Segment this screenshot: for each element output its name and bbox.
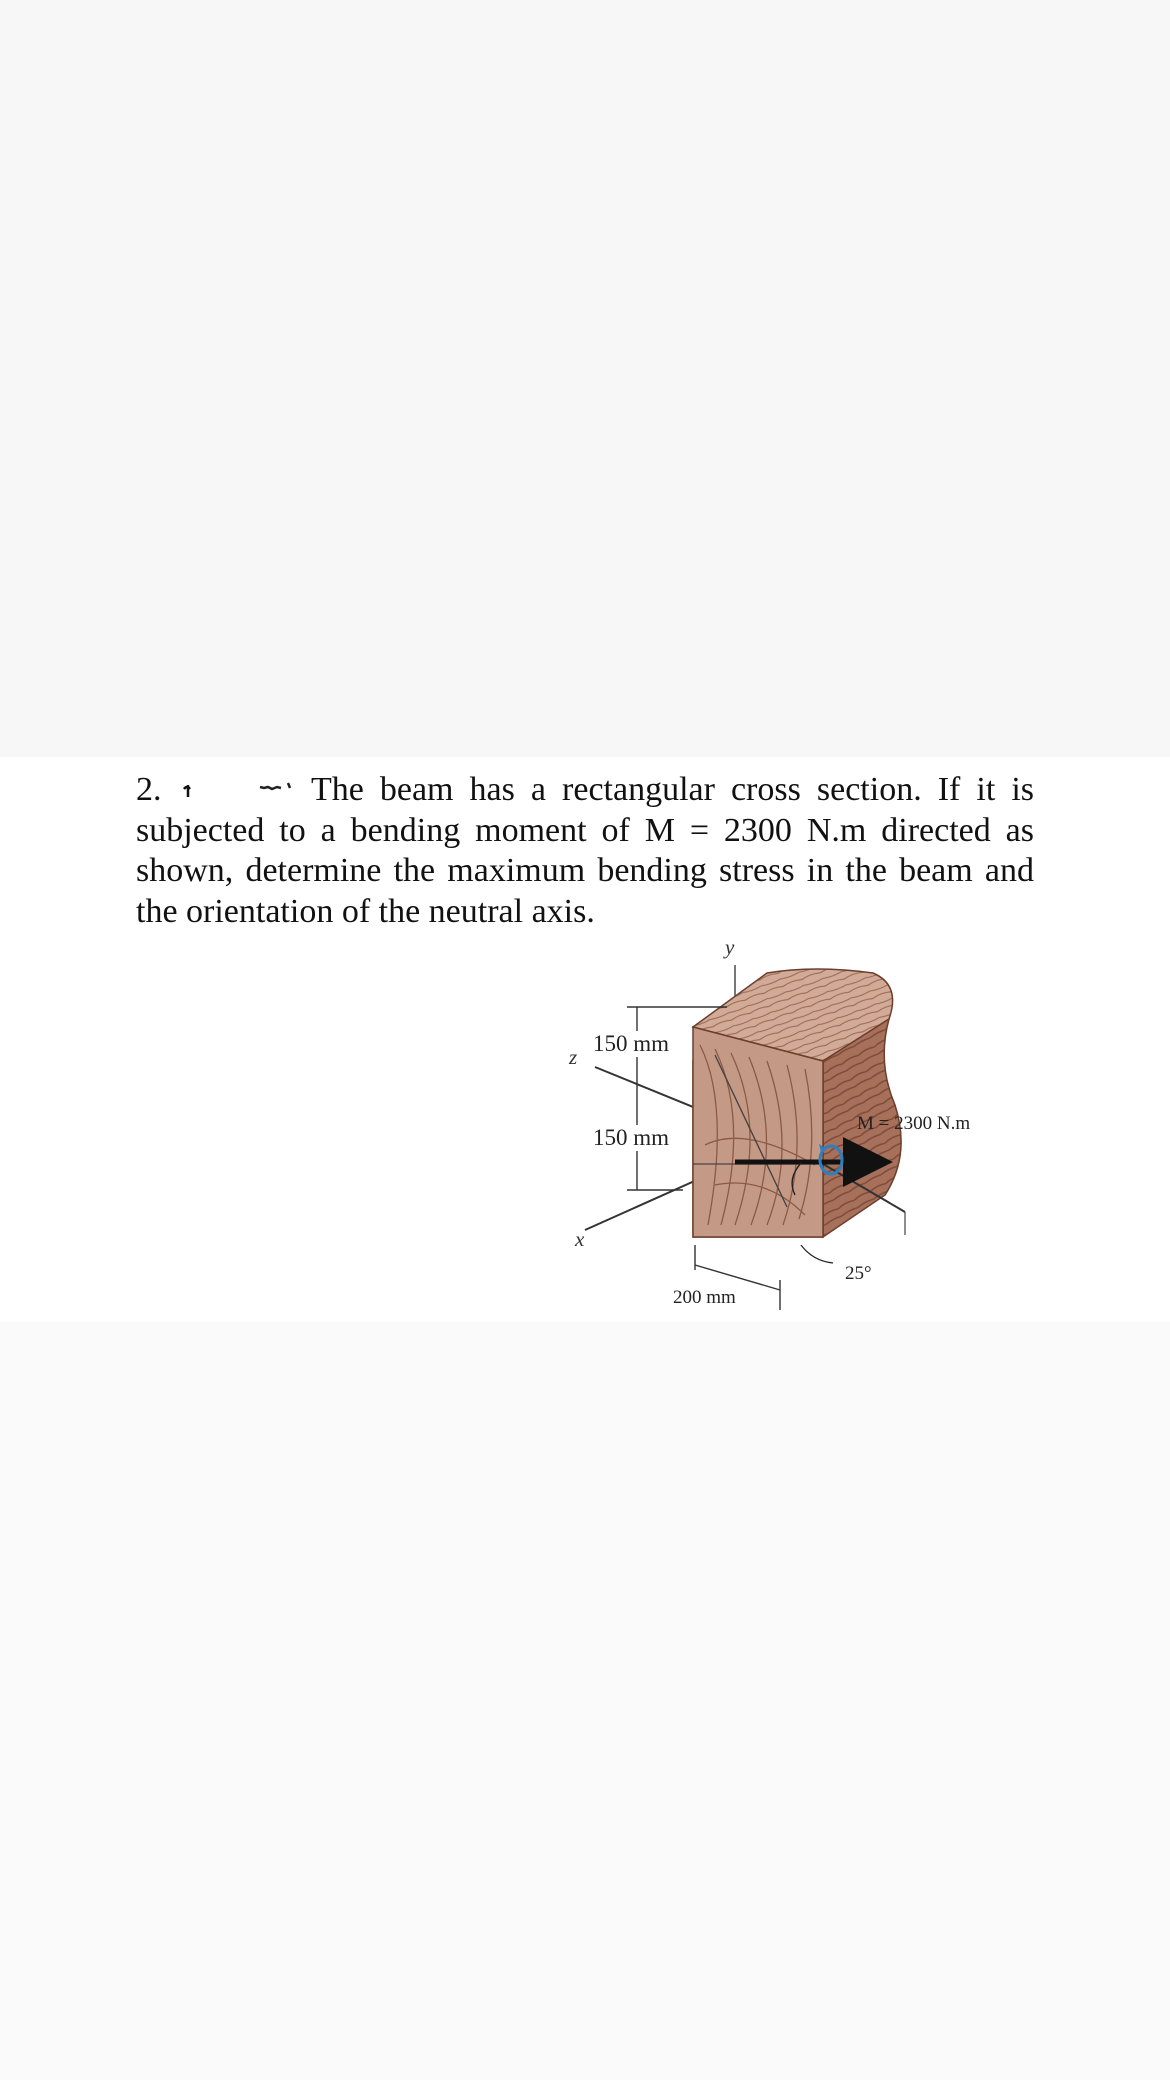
moment-label: M = 2300 N.m bbox=[857, 1113, 971, 1134]
problem-text: The beam has a rectangular cross section. If it is subjected to a bending moment of M = 2300 N.m directed as shown, determine the maximum bending stress in the beam and the orientation of the neutral axis. bbox=[136, 771, 1035, 930]
dimension-width-label: 200 mm bbox=[673, 1287, 736, 1308]
z-axis-label: z bbox=[569, 1045, 578, 1069]
dimension-top-label: 150 mm bbox=[593, 1031, 670, 1056]
dimension-middle-label: 150 mm bbox=[593, 1125, 670, 1150]
top-blank-area bbox=[0, 0, 1170, 757]
problem-statement bbox=[136, 770, 1034, 932]
bottom-blank-area bbox=[0, 1322, 1170, 2080]
y-axis-label: y bbox=[725, 935, 735, 959]
beam-figure bbox=[555, 935, 1035, 1325]
x-axis-label: x bbox=[575, 1227, 585, 1251]
obscured-text-scribble bbox=[178, 781, 296, 803]
angle-label: 25° bbox=[845, 1263, 872, 1284]
problem-number: 2. bbox=[136, 771, 162, 808]
